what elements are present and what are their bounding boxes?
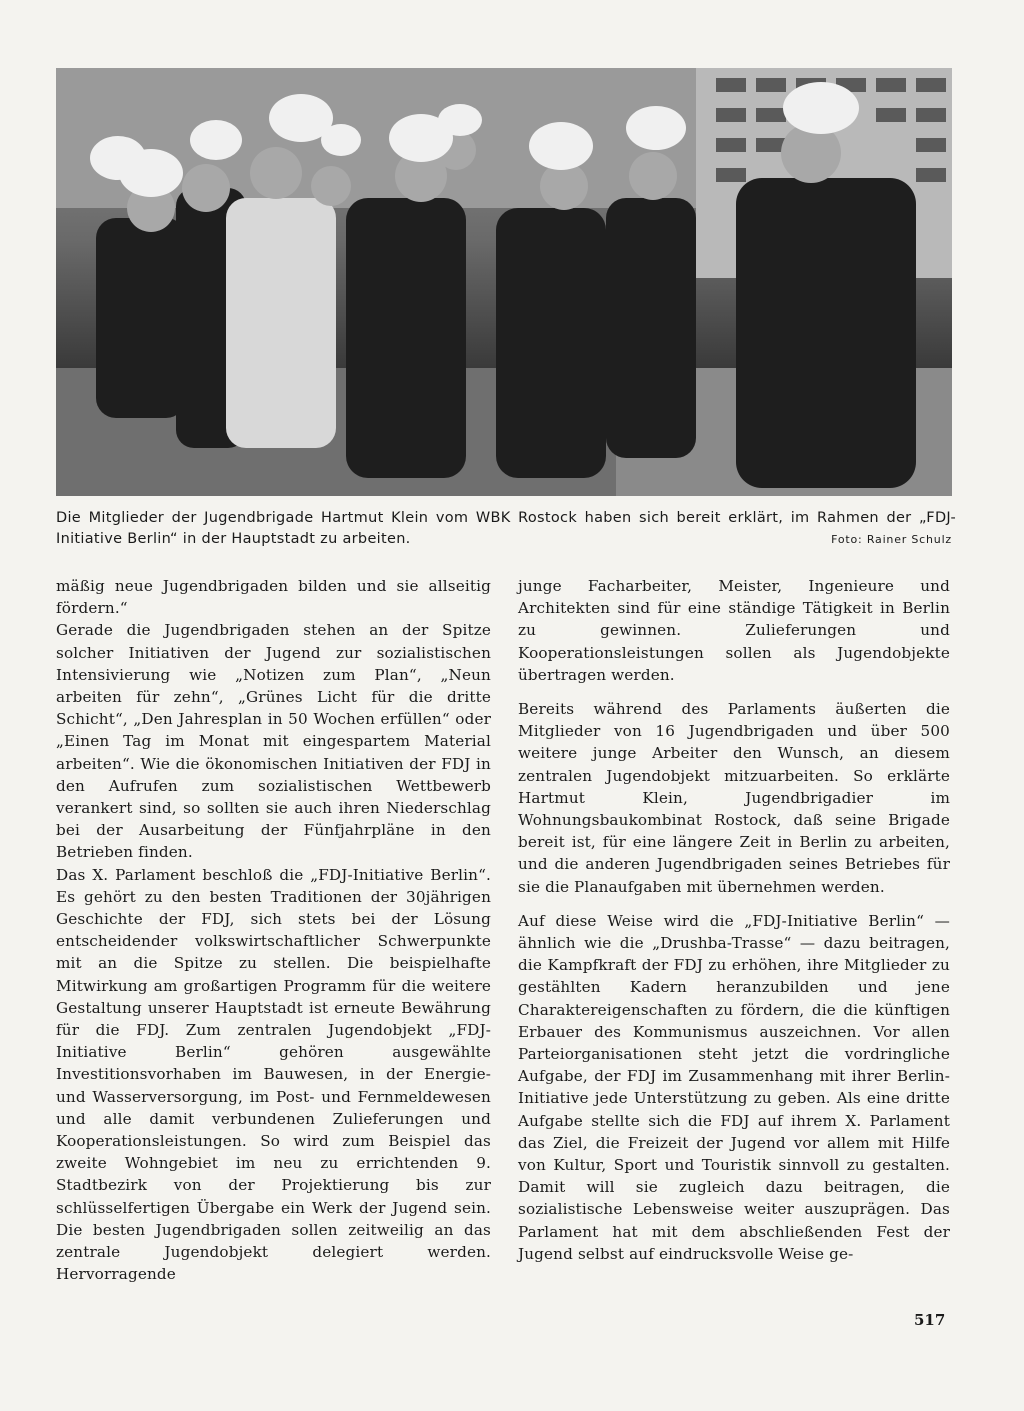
right-paragraph-3: Auf diese Weise wird die „FDJ-Initiative Berlin“ — ähnlich wie die „Drushba-Trasse“ — dazu beitragen, die Kampfkraft der FDJ zu erhöhen, ihre Mitglieder zu gestählten Kadern heranzubilden und jene Charaktereigenschaften zu fördern, die die künftigen Erbauer des Kommunismus auszeichnen. Vor allen Parteiorganisationen steht jetzt die vordringliche Aufgabe, der FDJ im Zusammenhang mit ihrer Berlin-Initiative jede Unterstützung zu geben. Als eine dritte Aufgabe stellte sich die FDJ auf ihrem X. Parlament das Ziel, die Freizeit der Jugend vor allem mit Hilfe von Kultur, Sport und Touristik sinnvoll zu gestalten. Damit will sie zugleich dazu beitragen, die sozialistische Lebensweise weiter auszuprägen. Das Parlament hat mit dem abschließenden Fest der Jugend selbst auf eindrucksvolle Weise ge- [518,911,950,1263]
brigade-photo [56,68,952,496]
photo-illustration [56,68,952,496]
right-column [518,575,950,1265]
photo-caption [56,508,956,550]
caption-text: Die Mitglieder der Jugendbrigade Hartmut Klein vom WBK Rostock haben sich bereit erklärt, im Rahmen der „FDJ-Initiative Berlin“ in der Hauptstadt zu arbeiten. [56,510,956,547]
photo-credit: Foto: Rainer Schulz [831,533,952,546]
left-column [56,575,491,1286]
left-paragraph-1: mäßig neue Jugendbrigaden bilden und sie allseitig fördern.“ [56,577,491,618]
left-paragraph-3: Das X. Parlament beschloß die „FDJ-Initiative Berlin“. Es gehört zu den besten Traditionen der 30jährigen Geschichte der FDJ, sich stets bei der Lösung entscheidender volkswirtschaftlicher Schwerpunkte mit an die Spitze zu stellen. Die beispielhafte Mitwirkung am großartigen Programm für die weitere Gestaltung unserer Hauptstadt ist erneute Bewährung für die FDJ. Zum zentralen Jugendobjekt „FDJ-Initiative Berlin“ gehören ausgewählte Investitionsvorhaben im Bauwesen, in der Energie- und Wasserversorgung, im Post- und Fernmeldewesen und alle damit verbundenen Zulieferungen und Kooperationsleistungen. So wird zum Beispiel das zweite Wohngebiet im neu zu errichtenden 9. Stadtbezirk von der Projektierung bis zur schlüsselfertigen Übergabe ein Werk der Jugend sein. Die besten Jugendbrigaden sollen zeitweilig an das zentrale Jugendobjekt delegiert werden. Hervorragende [56,865,491,1284]
left-paragraph-2: Gerade die Jugendbrigaden stehen an der Spitze solcher Initiativen der Jugend zur sozialistischen Intensivierung wie „Notizen zum Plan“, „Neun arbeiten für zehn“, „Grünes Licht für die dritte Schicht“, „Den Jahresplan in 50 Wochen erfüllen“ oder „Einen Tag im Monat mit eingespartem Material arbeiten“. Wie die ökonomischen Initiativen der FDJ in den Aufrufen zum sozialistischen Wettbewerb verankert sind, so sollten sie auch ihren Niederschlag bei der Ausarbeitung der Fünfjahrpläne in den Betrieben finden. [56,621,491,862]
page-number: 517 [914,1311,946,1329]
right-paragraph-1: junge Facharbeiter, Meister, Ingenieure und Architekten sind für eine ständige Tätigkeit in Berlin zu gewinnen. Zulieferungen und Kooperationsleistungen sollen als Jugendobjekte übertragen werden. [518,577,950,684]
right-paragraph-2: Bereits während des Parlaments äußerten die Mitglieder von 16 Jugendbrigaden und über 500 weitere junge Arbeiter den Wunsch, an diesem zentralen Jugendobjekt mitzuarbeiten. So erklärte Hartmut Klein, Jugendbrigadier im Wohnungsbaukombinat Rostock, daß seine Brigade bereit ist, für eine längere Zeit in Berlin zu arbeiten, und die anderen Jugendbrigaden seines Betriebes für sie die Planaufgaben mit übernehmen werden. [518,700,950,896]
